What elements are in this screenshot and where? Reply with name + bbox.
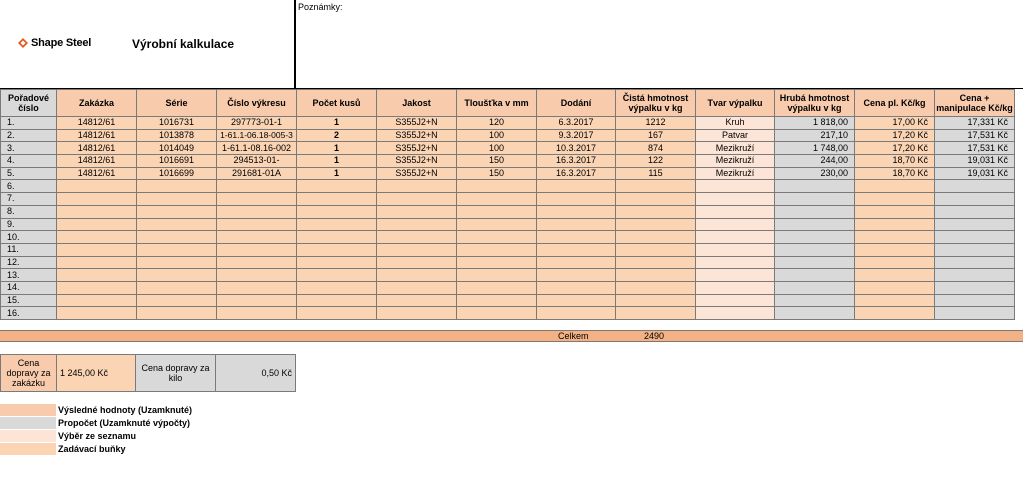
col-tloustka-cell[interactable]: [457, 193, 537, 206]
col-hruba-hmotnost-cell: 1 748,00: [775, 142, 855, 155]
calculation-table: [0, 89, 1015, 320]
legend-swatch-calc: [0, 417, 56, 429]
col-cista-hmotnost-cell[interactable]: [616, 180, 696, 193]
col-hruba-hmotnost-cell: [775, 269, 855, 282]
col-tvar-vypalku-cell[interactable]: [696, 243, 775, 256]
table-row: [1, 218, 1015, 231]
col-dodani-cell[interactable]: [537, 307, 616, 320]
col-poradi-cell: 1.: [1, 117, 57, 130]
col-tvar-vypalku-cell[interactable]: [696, 180, 775, 193]
col-cena-manipulace-cell: [935, 193, 1015, 206]
col-tvar-vypalku-cell[interactable]: [696, 294, 775, 307]
table-row: [1, 129, 1015, 142]
col-cena-pl-cell[interactable]: 18,70 Kč: [855, 167, 935, 180]
col-serie-cell[interactable]: [137, 294, 217, 307]
col-cena-pl-cell[interactable]: [855, 180, 935, 193]
col-cista-hmotnost-cell[interactable]: [616, 307, 696, 320]
col-serie-cell[interactable]: 1016699: [137, 167, 217, 180]
col-cena-pl-cell[interactable]: [855, 218, 935, 231]
col-tvar-vypalku-cell[interactable]: Mezikruží: [696, 167, 775, 180]
col-cena-manipulace-cell: 17,331 Kč: [935, 117, 1015, 130]
legend-label-calc: Propočet (Uzamknuté výpočty): [58, 418, 191, 428]
header-col-cista-hmotnost: Čistá hmotnost výpalku v kg: [616, 90, 696, 117]
col-pocet-kusu-cell[interactable]: 2: [297, 129, 377, 142]
col-jakost-cell[interactable]: [377, 281, 457, 294]
col-dodani-cell[interactable]: [537, 205, 616, 218]
col-jakost-cell[interactable]: [377, 294, 457, 307]
col-pocet-kusu-cell[interactable]: [297, 256, 377, 269]
col-pocet-kusu-cell[interactable]: 1: [297, 155, 377, 168]
col-dodani-cell[interactable]: 10.3.2017: [537, 142, 616, 155]
col-cista-hmotnost-cell[interactable]: [616, 269, 696, 282]
col-pocet-kusu-cell[interactable]: [297, 231, 377, 244]
col-hruba-hmotnost-cell: 217,10: [775, 129, 855, 142]
col-cislo-vykresu-cell[interactable]: [217, 307, 297, 320]
col-poradi-cell: 7.: [1, 193, 57, 206]
col-cena-pl-cell[interactable]: [855, 307, 935, 320]
col-cena-pl-cell[interactable]: 17,00 Kč: [855, 117, 935, 130]
col-tvar-vypalku-cell[interactable]: Mezikruží: [696, 155, 775, 168]
col-serie-cell[interactable]: [137, 180, 217, 193]
header-divider: [294, 0, 296, 88]
table-row: [1, 243, 1015, 256]
header-col-hruba-hmotnost: Hrubá hmotnost výpalku v kg: [775, 90, 855, 117]
col-tvar-vypalku-cell[interactable]: [696, 281, 775, 294]
col-serie-cell[interactable]: [137, 193, 217, 206]
col-serie-cell[interactable]: 1016731: [137, 117, 217, 130]
col-cena-pl-cell[interactable]: 18,70 Kč: [855, 155, 935, 168]
header-col-poradi: Pořadové číslo: [1, 90, 57, 117]
col-dodani-cell[interactable]: 16.3.2017: [537, 167, 616, 180]
col-tvar-vypalku-cell[interactable]: [696, 307, 775, 320]
header-col-cislo-vykresu: Číslo výkresu: [217, 90, 297, 117]
header-col-tloustka: Tloušťka v mm: [457, 90, 537, 117]
col-cena-manipulace-cell: [935, 294, 1015, 307]
col-serie-cell[interactable]: 1016691: [137, 155, 217, 168]
col-hruba-hmotnost-cell: [775, 243, 855, 256]
col-hruba-hmotnost-cell: 244,00: [775, 155, 855, 168]
col-poradi-cell: 6.: [1, 180, 57, 193]
col-dodani-cell[interactable]: 9.3.2017: [537, 129, 616, 142]
col-hruba-hmotnost-cell: [775, 180, 855, 193]
page-title: Výrobní kalkulace: [132, 37, 235, 51]
col-jakost-cell[interactable]: [377, 243, 457, 256]
col-tvar-vypalku-cell[interactable]: [696, 218, 775, 231]
col-tvar-vypalku-cell[interactable]: [696, 256, 775, 269]
col-pocet-kusu-cell[interactable]: [297, 205, 377, 218]
col-cislo-vykresu-cell[interactable]: 294513-01-: [217, 155, 297, 168]
col-cena-manipulace-cell: [935, 256, 1015, 269]
col-zakazka-cell[interactable]: 14812/61: [57, 155, 137, 168]
col-hruba-hmotnost-cell: [775, 256, 855, 269]
col-dodani-cell[interactable]: [537, 193, 616, 206]
col-cena-manipulace-cell: 17,531 Kč: [935, 129, 1015, 142]
legend-swatch-input: [0, 443, 56, 455]
col-cena-manipulace-cell: [935, 269, 1015, 282]
col-jakost-cell[interactable]: S355J2+N: [377, 155, 457, 168]
col-serie-cell[interactable]: [137, 269, 217, 282]
col-jakost-cell[interactable]: [377, 231, 457, 244]
col-hruba-hmotnost-cell: 230,00: [775, 167, 855, 180]
col-poradi-cell: 4.: [1, 155, 57, 168]
table-row: [1, 307, 1015, 320]
col-zakazka-cell[interactable]: [57, 218, 137, 231]
table-row: [1, 256, 1015, 269]
col-jakost-cell[interactable]: [377, 193, 457, 206]
col-poradi-cell: 16.: [1, 307, 57, 320]
col-tloustka-cell[interactable]: [457, 269, 537, 282]
col-tvar-vypalku-cell[interactable]: Mezikruží: [696, 142, 775, 155]
col-pocet-kusu-cell[interactable]: [297, 218, 377, 231]
col-pocet-kusu-cell[interactable]: [297, 281, 377, 294]
col-dodani-cell[interactable]: 6.3.2017: [537, 117, 616, 130]
col-hruba-hmotnost-cell: [775, 294, 855, 307]
total-value: 2490: [644, 331, 665, 341]
table-row: [1, 294, 1015, 307]
col-tloustka-cell[interactable]: [457, 205, 537, 218]
table-row: [1, 231, 1015, 244]
col-jakost-cell[interactable]: S355J2+N: [377, 117, 457, 130]
transport-per-kilo-value: 0,50 Kč: [215, 354, 296, 392]
col-serie-cell[interactable]: 1013878: [137, 129, 217, 142]
col-poradi-cell: 14.: [1, 281, 57, 294]
col-tloustka-cell[interactable]: [457, 281, 537, 294]
header-col-serie: Série: [137, 90, 217, 117]
col-hruba-hmotnost-cell: [775, 307, 855, 320]
col-cislo-vykresu-cell[interactable]: 297773-01-1: [217, 117, 297, 130]
header-col-pocet-kusu: Počet kusů: [297, 90, 377, 117]
col-cista-hmotnost-cell[interactable]: [616, 281, 696, 294]
col-zakazka-cell[interactable]: [57, 281, 137, 294]
col-jakost-cell[interactable]: [377, 269, 457, 282]
col-serie-cell[interactable]: [137, 218, 217, 231]
col-pocet-kusu-cell[interactable]: [297, 193, 377, 206]
transport-per-order-value[interactable]: 1 245,00 Kč: [56, 354, 136, 392]
col-cena-pl-cell[interactable]: [855, 294, 935, 307]
col-tloustka-cell[interactable]: 100: [457, 142, 537, 155]
table-row: [1, 180, 1015, 193]
col-cislo-vykresu-cell[interactable]: [217, 294, 297, 307]
col-cena-manipulace-cell: [935, 307, 1015, 320]
col-cena-manipulace-cell: [935, 218, 1015, 231]
legend-swatch-result: [0, 404, 56, 416]
col-cista-hmotnost-cell[interactable]: 115: [616, 167, 696, 180]
col-dodani-cell[interactable]: [537, 231, 616, 244]
col-tloustka-cell[interactable]: [457, 294, 537, 307]
col-cista-hmotnost-cell[interactable]: [616, 218, 696, 231]
col-zakazka-cell[interactable]: [57, 180, 137, 193]
col-cena-pl-cell[interactable]: [855, 256, 935, 269]
col-dodani-cell[interactable]: [537, 281, 616, 294]
col-serie-cell[interactable]: [137, 243, 217, 256]
header-col-tvar-vypalku: Tvar výpalku: [696, 90, 775, 117]
col-cista-hmotnost-cell[interactable]: 874: [616, 142, 696, 155]
header-col-cena-manipulace: Cena + manipulace Kč/kg: [935, 90, 1015, 117]
col-zakazka-cell[interactable]: [57, 243, 137, 256]
col-cena-manipulace-cell: [935, 231, 1015, 244]
table-row: [1, 281, 1015, 294]
col-cislo-vykresu-cell[interactable]: 291681-01A: [217, 167, 297, 180]
col-zakazka-cell[interactable]: [57, 294, 137, 307]
col-cena-pl-cell[interactable]: [855, 231, 935, 244]
col-zakazka-cell[interactable]: [57, 231, 137, 244]
col-serie-cell[interactable]: [137, 281, 217, 294]
col-tvar-vypalku-cell[interactable]: [696, 205, 775, 218]
col-hruba-hmotnost-cell: 1 818,00: [775, 117, 855, 130]
col-zakazka-cell[interactable]: 14812/61: [57, 129, 137, 142]
col-serie-cell[interactable]: 1014049: [137, 142, 217, 155]
col-jakost-cell[interactable]: [377, 205, 457, 218]
brand-logo: [18, 37, 91, 49]
col-tloustka-cell[interactable]: 150: [457, 155, 537, 168]
col-tloustka-cell[interactable]: [457, 256, 537, 269]
col-cislo-vykresu-cell[interactable]: [217, 256, 297, 269]
col-zakazka-cell[interactable]: [57, 193, 137, 206]
col-tvar-vypalku-cell[interactable]: [696, 193, 775, 206]
col-cislo-vykresu-cell[interactable]: [217, 243, 297, 256]
col-cena-pl-cell[interactable]: [855, 243, 935, 256]
col-hruba-hmotnost-cell: [775, 218, 855, 231]
col-cena-pl-cell[interactable]: [855, 281, 935, 294]
col-cislo-vykresu-cell[interactable]: 1-61.1-06.18-005-3: [217, 129, 297, 142]
table-header-row: [1, 90, 1015, 117]
col-poradi-cell: 9.: [1, 218, 57, 231]
col-cislo-vykresu-cell[interactable]: [217, 218, 297, 231]
col-jakost-cell[interactable]: [377, 256, 457, 269]
table-row: [1, 142, 1015, 155]
col-cista-hmotnost-cell[interactable]: [616, 231, 696, 244]
col-cena-manipulace-cell: 19,031 Kč: [935, 155, 1015, 168]
col-tloustka-cell[interactable]: 100: [457, 129, 537, 142]
table-row: [1, 205, 1015, 218]
col-cista-hmotnost-cell[interactable]: 167: [616, 129, 696, 142]
col-pocet-kusu-cell[interactable]: [297, 307, 377, 320]
col-poradi-cell: 8.: [1, 205, 57, 218]
col-jakost-cell[interactable]: S355J2+N: [377, 167, 457, 180]
col-jakost-cell[interactable]: [377, 180, 457, 193]
col-zakazka-cell[interactable]: [57, 269, 137, 282]
notes-label: Poznámky:: [298, 2, 343, 12]
col-pocet-kusu-cell[interactable]: [297, 269, 377, 282]
col-cislo-vykresu-cell[interactable]: [217, 281, 297, 294]
col-tloustka-cell[interactable]: [457, 307, 537, 320]
col-zakazka-cell[interactable]: 14812/61: [57, 167, 137, 180]
col-dodani-cell[interactable]: 16.3.2017: [537, 155, 616, 168]
col-zakazka-cell[interactable]: [57, 205, 137, 218]
total-label: Celkem: [558, 331, 589, 341]
header-col-dodani: Dodání: [537, 90, 616, 117]
col-zakazka-cell[interactable]: 14812/61: [57, 142, 137, 155]
table-row: [1, 155, 1015, 168]
col-cena-manipulace-cell: [935, 205, 1015, 218]
col-poradi-cell: 13.: [1, 269, 57, 282]
col-pocet-kusu-cell[interactable]: [297, 294, 377, 307]
transport-per-order-label: Cena dopravy za zakázku: [0, 354, 57, 392]
col-cista-hmotnost-cell[interactable]: 1212: [616, 117, 696, 130]
col-cena-pl-cell[interactable]: [855, 193, 935, 206]
col-tloustka-cell[interactable]: [457, 231, 537, 244]
col-tvar-vypalku-cell[interactable]: Kruh: [696, 117, 775, 130]
legend-label-result: Výsledné hodnoty (Uzamknuté): [58, 405, 193, 415]
col-tloustka-cell[interactable]: 120: [457, 117, 537, 130]
col-cena-manipulace-cell: [935, 281, 1015, 294]
col-serie-cell[interactable]: [137, 256, 217, 269]
col-poradi-cell: 15.: [1, 294, 57, 307]
col-cislo-vykresu-cell[interactable]: [217, 231, 297, 244]
col-poradi-cell: 2.: [1, 129, 57, 142]
col-tloustka-cell[interactable]: 150: [457, 167, 537, 180]
table-row: [1, 167, 1015, 180]
col-jakost-cell[interactable]: S355J2+N: [377, 142, 457, 155]
col-cista-hmotnost-cell[interactable]: [616, 205, 696, 218]
shape-steel-logo-icon: [18, 38, 28, 48]
table-row: [1, 269, 1015, 282]
col-tvar-vypalku-cell[interactable]: [696, 231, 775, 244]
transport-per-kilo-label: Cena dopravy za kilo: [135, 354, 216, 392]
col-zakazka-cell[interactable]: [57, 256, 137, 269]
col-hruba-hmotnost-cell: [775, 205, 855, 218]
col-pocet-kusu-cell[interactable]: 1: [297, 142, 377, 155]
col-cista-hmotnost-cell[interactable]: [616, 243, 696, 256]
table-body: [1, 117, 1015, 320]
col-hruba-hmotnost-cell: [775, 281, 855, 294]
col-serie-cell[interactable]: [137, 307, 217, 320]
col-zakazka-cell[interactable]: 14812/61: [57, 117, 137, 130]
col-dodani-cell[interactable]: [537, 218, 616, 231]
col-cena-pl-cell[interactable]: [855, 269, 935, 282]
col-cislo-vykresu-cell[interactable]: [217, 205, 297, 218]
col-poradi-cell: 12.: [1, 256, 57, 269]
col-cena-manipulace-cell: [935, 180, 1015, 193]
table-row: [1, 117, 1015, 130]
col-cista-hmotnost-cell[interactable]: [616, 256, 696, 269]
col-cena-manipulace-cell: [935, 243, 1015, 256]
col-hruba-hmotnost-cell: [775, 231, 855, 244]
col-tvar-vypalku-cell[interactable]: [696, 269, 775, 282]
col-cena-manipulace-cell: 19,031 Kč: [935, 167, 1015, 180]
col-pocet-kusu-cell[interactable]: [297, 243, 377, 256]
legend-label-input: Zadávací buňky: [58, 444, 126, 454]
col-cislo-vykresu-cell[interactable]: 1-61.1-08.16-002: [217, 142, 297, 155]
col-serie-cell[interactable]: [137, 231, 217, 244]
brand-name: Shape Steel: [31, 37, 92, 49]
col-tvar-vypalku-cell[interactable]: Patvar: [696, 129, 775, 142]
col-cena-pl-cell[interactable]: 17,20 Kč: [855, 142, 935, 155]
col-poradi-cell: 5.: [1, 167, 57, 180]
col-cena-manipulace-cell: 17,531 Kč: [935, 142, 1015, 155]
col-tloustka-cell[interactable]: [457, 180, 537, 193]
col-jakost-cell[interactable]: [377, 307, 457, 320]
col-dodani-cell[interactable]: [537, 294, 616, 307]
legend-label-select: Výběr ze seznamu: [58, 431, 137, 441]
col-hruba-hmotnost-cell: [775, 193, 855, 206]
col-cena-pl-cell[interactable]: [855, 205, 935, 218]
col-zakazka-cell[interactable]: [57, 307, 137, 320]
col-cislo-vykresu-cell[interactable]: [217, 269, 297, 282]
legend-swatch-select: [0, 430, 56, 442]
col-pocet-kusu-cell[interactable]: 1: [297, 117, 377, 130]
col-jakost-cell[interactable]: [377, 218, 457, 231]
total-row: [0, 330, 1023, 342]
col-pocet-kusu-cell[interactable]: 1: [297, 167, 377, 180]
col-poradi-cell: 11.: [1, 243, 57, 256]
col-cista-hmotnost-cell[interactable]: 122: [616, 155, 696, 168]
col-dodani-cell[interactable]: [537, 243, 616, 256]
col-dodani-cell[interactable]: [537, 269, 616, 282]
col-tloustka-cell[interactable]: [457, 218, 537, 231]
col-tloustka-cell[interactable]: [457, 243, 537, 256]
col-cena-pl-cell[interactable]: 17,20 Kč: [855, 129, 935, 142]
col-jakost-cell[interactable]: S355J2+N: [377, 129, 457, 142]
col-dodani-cell[interactable]: [537, 256, 616, 269]
header-col-jakost: Jakost: [377, 90, 457, 117]
col-cislo-vykresu-cell[interactable]: [217, 193, 297, 206]
col-serie-cell[interactable]: [137, 205, 217, 218]
header-col-zakazka: Zakázka: [57, 90, 137, 117]
col-pocet-kusu-cell[interactable]: [297, 180, 377, 193]
col-poradi-cell: 10.: [1, 231, 57, 244]
col-cista-hmotnost-cell[interactable]: [616, 193, 696, 206]
col-cista-hmotnost-cell[interactable]: [616, 294, 696, 307]
header-col-cena-pl: Cena pl. Kč/kg: [855, 90, 935, 117]
table-row: [1, 193, 1015, 206]
col-poradi-cell: 3.: [1, 142, 57, 155]
col-cislo-vykresu-cell[interactable]: [217, 180, 297, 193]
col-dodani-cell[interactable]: [537, 180, 616, 193]
